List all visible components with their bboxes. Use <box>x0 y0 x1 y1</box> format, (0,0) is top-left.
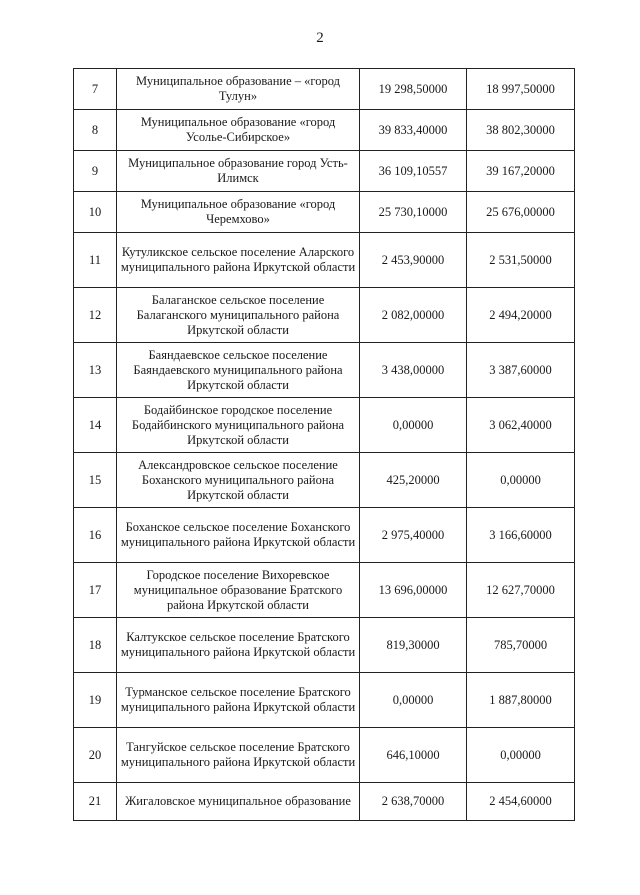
row-number: 12 <box>74 288 117 343</box>
amount-col-2: 39 167,20000 <box>467 151 575 192</box>
municipality-name: Муниципальное образование «город Черемхово» <box>117 192 360 233</box>
municipality-name: Муниципальное образование город Усть-Илимск <box>117 151 360 192</box>
municipality-name: Жигаловское муниципальное образование <box>117 783 360 821</box>
amount-col-1: 2 453,90000 <box>360 233 467 288</box>
municipality-name: Александровское сельское поселение Боханского муниципального района Иркутской области <box>117 453 360 508</box>
row-number: 19 <box>74 673 117 728</box>
amount-col-1: 39 833,40000 <box>360 110 467 151</box>
row-number: 20 <box>74 728 117 783</box>
table-row <box>74 192 575 233</box>
amount-col-2: 0,00000 <box>467 728 575 783</box>
amount-col-1: 425,20000 <box>360 453 467 508</box>
row-number: 17 <box>74 563 117 618</box>
amount-col-2: 2 494,20000 <box>467 288 575 343</box>
budget-table <box>73 68 575 821</box>
table-row <box>74 151 575 192</box>
amount-col-1: 25 730,10000 <box>360 192 467 233</box>
amount-col-1: 646,10000 <box>360 728 467 783</box>
table-row <box>74 398 575 453</box>
amount-col-2: 3 387,60000 <box>467 343 575 398</box>
row-number: 11 <box>74 233 117 288</box>
table-row <box>74 728 575 783</box>
municipality-name: Турманское сельское поселение Братского муниципального района Иркутской области <box>117 673 360 728</box>
table-row <box>74 563 575 618</box>
amount-col-2: 38 802,30000 <box>467 110 575 151</box>
row-number: 9 <box>74 151 117 192</box>
table-row <box>74 343 575 398</box>
table-row <box>74 453 575 508</box>
table-row <box>74 288 575 343</box>
table-row <box>74 110 575 151</box>
municipality-name: Муниципальное образование «город Усолье-Сибирское» <box>117 110 360 151</box>
amount-col-2: 3 166,60000 <box>467 508 575 563</box>
amount-col-1: 0,00000 <box>360 673 467 728</box>
amount-col-2: 785,70000 <box>467 618 575 673</box>
row-number: 10 <box>74 192 117 233</box>
row-number: 7 <box>74 69 117 110</box>
row-number: 14 <box>74 398 117 453</box>
municipality-name: Кутуликское сельское поселение Аларского муниципального района Иркутской области <box>117 233 360 288</box>
amount-col-1: 819,30000 <box>360 618 467 673</box>
row-number: 18 <box>74 618 117 673</box>
amount-col-1: 13 696,00000 <box>360 563 467 618</box>
table-row <box>74 783 575 821</box>
municipality-name: Муниципальное образование – «город Тулун» <box>117 69 360 110</box>
municipality-name: Калтукское сельское поселение Братского муниципального района Иркутской области <box>117 618 360 673</box>
amount-col-1: 3 438,00000 <box>360 343 467 398</box>
amount-col-2: 12 627,70000 <box>467 563 575 618</box>
row-number: 15 <box>74 453 117 508</box>
row-number: 13 <box>74 343 117 398</box>
amount-col-1: 19 298,50000 <box>360 69 467 110</box>
municipality-name: Боханское сельское поселение Боханского муниципального района Иркутской области <box>117 508 360 563</box>
municipality-name: Бодайбинское городское поселение Бодайбинского муниципального района Иркутской области <box>117 398 360 453</box>
table-row <box>74 618 575 673</box>
row-number: 8 <box>74 110 117 151</box>
amount-col-2: 2 531,50000 <box>467 233 575 288</box>
municipality-name: Балаганское сельское поселение Балаганского муниципального района Иркутской области <box>117 288 360 343</box>
amount-col-2: 2 454,60000 <box>467 783 575 821</box>
table-row <box>74 508 575 563</box>
amount-col-1: 36 109,10557 <box>360 151 467 192</box>
amount-col-1: 2 082,00000 <box>360 288 467 343</box>
amount-col-2: 3 062,40000 <box>467 398 575 453</box>
row-number: 16 <box>74 508 117 563</box>
amount-col-2: 1 887,80000 <box>467 673 575 728</box>
amount-col-2: 18 997,50000 <box>467 69 575 110</box>
amount-col-2: 0,00000 <box>467 453 575 508</box>
amount-col-2: 25 676,00000 <box>467 192 575 233</box>
municipality-name: Тангуйское сельское поселение Братского муниципального района Иркутской области <box>117 728 360 783</box>
row-number: 21 <box>74 783 117 821</box>
amount-col-1: 2 975,40000 <box>360 508 467 563</box>
table-row <box>74 673 575 728</box>
amount-col-1: 2 638,70000 <box>360 783 467 821</box>
municipality-name: Баяндаевское сельское поселение Баяндаевского муниципального района Иркутской области <box>117 343 360 398</box>
amount-col-1: 0,00000 <box>360 398 467 453</box>
page-number: 2 <box>316 30 324 46</box>
municipality-name: Городское поселение Вихоревское муниципальное образование Братского района Иркутской области <box>117 563 360 618</box>
table-row <box>74 69 575 110</box>
table-row <box>74 233 575 288</box>
